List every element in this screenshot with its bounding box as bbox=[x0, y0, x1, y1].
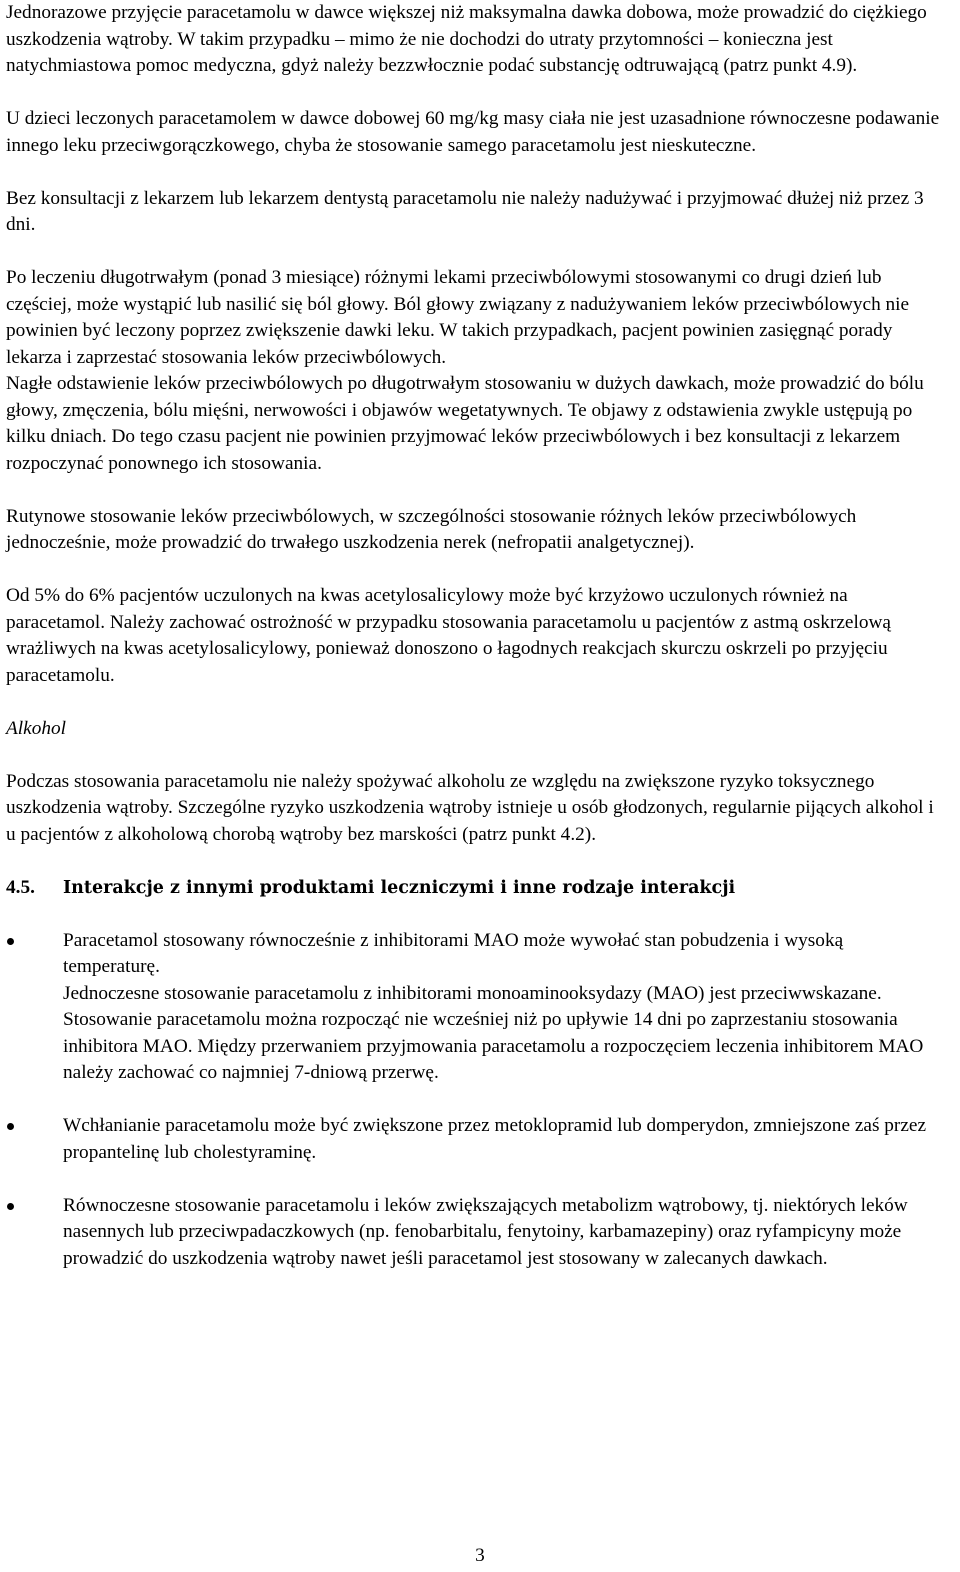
list-item-text: Wchłanianie paracetamolu może być zwiększone przez metoklopramid lub domperydon, zmniejszone zaś przez propantelinę lub cholestyraminę. bbox=[63, 1115, 927, 1163]
list-item-text: Jednoczesne stosowanie paracetamolu z inhibitorami monoaminooksydazy (MAO) jest przeciwwskazane. Stosowanie paracetamolu można rozpocząć nie wcześniej niż po upływie 14 dni po zaprzestaniu stosowania inhibitora MAO. Między przerwaniem przyjmowania paracetamolu a rozpoczęciem leczenia inhibitorem MAO należy zachować co najmniej 7-dniową przerwę. bbox=[63, 982, 924, 1083]
list-item-text: Paracetamol stosowany równocześnie z inhibitorami MAO może wywołać stan pobudzenia i wysoką temperaturę. bbox=[63, 929, 844, 977]
alcohol-subheading: Alkohol bbox=[6, 717, 66, 739]
bullet-icon bbox=[7, 1123, 14, 1130]
page-number: 3 bbox=[475, 1545, 485, 1566]
section-heading bbox=[6, 875, 942, 902]
section-number: 4.5. bbox=[6, 876, 35, 898]
paragraph-long-term-headache: Po leczeniu długotrwałym (ponad 3 miesiące) różnymi lekami przeciwbólowymi stosowanymi co drugi dzień lub częściej, może wystąpić lub nasilić się ból głowy. Ból głowy związany z nadużywaniem leków przeciwbólowych nie powinien być leczony poprzez zwiększenie dawki leku. W takich przypadkach, pacjent powinien zasięgnąć porady lekarza i zaprzestać stosowania leków przeciwbólowych. bbox=[6, 267, 910, 368]
list-item bbox=[6, 1113, 942, 1166]
list-item-text: Równoczesne stosowanie paracetamolu i leków zwiększających metabolizm wątrobowy, tj. niektórych leków nasennych lub przeciwpadaczkowych (np. fenobarbitalu, fenytoiny, karbamazepiny) oraz ryfampicyny może prowadzić do uszkodzenia wątroby nawet jeśli paracetamol jest stosowany w zalecanych dawkach. bbox=[63, 1194, 908, 1269]
paragraph-consultation: Bez konsultacji z lekarzem lub lekarzem dentystą paracetamolu nie należy nadużywać i przyjmować dłużej niż przez 3 dni. bbox=[6, 187, 924, 235]
paragraph-alcohol: Podczas stosowania paracetamolu nie należy spożywać alkoholu ze względu na zwiększone ryzyko toksycznego uszkodzenia wątroby. Szczególne ryzyko uszkodzenia wątroby istnieje u osób głodzonych, regularnie pijących alkohol i u pacjentów z alkoholową chorobą wątroby bez marskości (patrz punkt 4.2). bbox=[6, 770, 934, 845]
paragraph-withdrawal: Nagłe odstawienie leków przeciwbólowych po długotrwałym stosowaniu w dużych dawkach, może prowadzić do bólu głowy, zmęczenia, bólu mięśni, nerwowości i objawów wegetatywnych. Te objawy z odstawienia zwykle ustępują po kilku dniach. Do tego czasu pacjent nie powinien przyjmować leków przeciwbólowych i bez konsultacji z lekarzem rozpoczynać ponownego ich stosowania. bbox=[6, 373, 924, 474]
paragraph-nephropathy: Rutynowe stosowanie leków przeciwbólowych, w szczególności stosowanie różnych leków przeciwbólowych jednocześnie, może prowadzić do trwałego uszkodzenia nerek (nefropatii analgetycznej). bbox=[6, 505, 857, 553]
interaction-list bbox=[6, 928, 942, 1273]
paragraph-children-dose: U dzieci leczonych paracetamolem w dawce dobowej 60 mg/kg masy ciała nie jest uzasadnione równoczesne podawanie innego leku przeciwgorączkowego, chyba że stosowanie samego paracetamolu jest nieskuteczne. bbox=[6, 108, 940, 156]
list-item bbox=[6, 928, 942, 1087]
list-item bbox=[6, 1193, 942, 1273]
paragraph-cross-allergy: Od 5% do 6% pacjentów uczulonych na kwas acetylosalicylowy może być krzyżowo uczulonych również na paracetamol. Należy zachować ostrożność w przypadku stosowania paracetamolu u pacjentów z astmą oskrzelową wrażliwych na kwas acetylosalicylowy, ponieważ donoszono o łagodnych reakcjach skurczu oskrzeli po przyjęciu paracetamolu. bbox=[6, 585, 891, 686]
document-page bbox=[6, 0, 942, 1272]
section-title: Interakcje z innymi produktami leczniczymi i inne rodzaje interakcji bbox=[63, 877, 736, 898]
paragraph-overdose: Jednorazowe przyjęcie paracetamolu w dawce większej niż maksymalna dawka dobowa, może prowadzić do ciężkiego uszkodzenia wątroby. W takim przypadku – mimo że nie dochodzi do utraty przytomności – konieczna jest natychmiastowa pomoc medyczna, gdyż należy bezzwłocznie podać substancję odtruwającą (patrz punkt 4.9). bbox=[6, 2, 927, 76]
bullet-icon bbox=[7, 1203, 14, 1210]
bullet-icon bbox=[7, 938, 14, 945]
